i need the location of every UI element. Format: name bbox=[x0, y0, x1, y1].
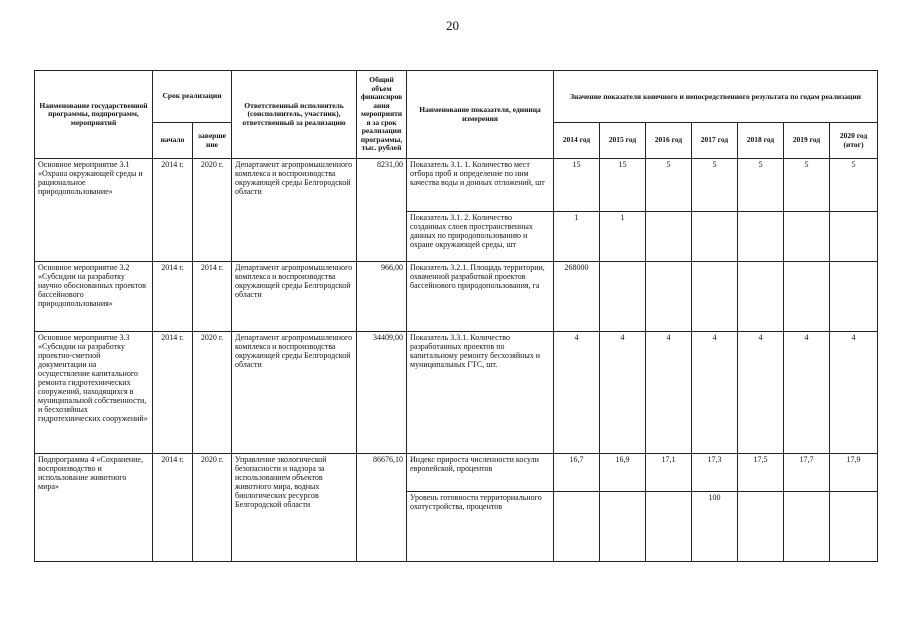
indicator-value: 5 bbox=[830, 159, 878, 212]
table-row bbox=[35, 262, 878, 332]
header-indicator: Наименование показателя, единица измерения bbox=[407, 71, 554, 159]
executor: Департамент агропромышленного комплекса и воспроизводства окружающей среды Белгородской области bbox=[232, 332, 357, 454]
indicator-value: 1 bbox=[554, 212, 600, 262]
indicators-table bbox=[34, 70, 878, 562]
indicator-name: Уровень готовности территориального охотустройства, процентов bbox=[407, 492, 554, 562]
indicator-value bbox=[646, 262, 692, 332]
indicator-value: 4 bbox=[600, 332, 646, 454]
funding-amount: 966,00 bbox=[357, 262, 407, 332]
indicator-value: 16,9 bbox=[600, 454, 646, 492]
indicator-value bbox=[784, 212, 830, 262]
indicator-value: 5 bbox=[784, 159, 830, 212]
indicator-name: Индекс прироста численности косули европейской, процентов bbox=[407, 454, 554, 492]
header-year: 2016 год bbox=[646, 123, 692, 159]
indicator-value bbox=[738, 262, 784, 332]
header-period: Срок реализации bbox=[153, 71, 232, 123]
header-year: 2017 год bbox=[692, 123, 738, 159]
header-year: 2019 год bbox=[784, 123, 830, 159]
indicator-value bbox=[646, 212, 692, 262]
indicator-value bbox=[646, 492, 692, 562]
funding-amount: 8231,00 bbox=[357, 159, 407, 262]
executor: Управление экологической безопасности и надзора за использованием объектов животного мира, водных биологических ресурсов Белгородской области bbox=[232, 454, 357, 562]
header-year: 2018 год bbox=[738, 123, 784, 159]
executor: Департамент агропромышленного комплекса и воспроизводства окружающей среды Белгородской области bbox=[232, 262, 357, 332]
indicator-value bbox=[600, 492, 646, 562]
indicator-value bbox=[738, 212, 784, 262]
header-end: заверше ние bbox=[193, 123, 232, 159]
indicator-value: 5 bbox=[692, 159, 738, 212]
indicator-value bbox=[692, 262, 738, 332]
indicator-value: 5 bbox=[646, 159, 692, 212]
header-year: 2020 год (итог) bbox=[830, 123, 878, 159]
indicator-name: Показатель 3.3.1. Количество разработанных проектов по капитальному ремонту бесхозяйных и муниципальных ГТС, шт. bbox=[407, 332, 554, 454]
end-year: 2020 г. bbox=[193, 332, 232, 454]
indicator-value: 4 bbox=[784, 332, 830, 454]
indicator-value: 15 bbox=[554, 159, 600, 212]
indicator-value bbox=[738, 492, 784, 562]
indicator-value: 17,5 bbox=[738, 454, 784, 492]
start-year: 2014 г. bbox=[153, 262, 193, 332]
indicator-value bbox=[830, 492, 878, 562]
page-number: 20 bbox=[446, 18, 459, 33]
end-year: 2020 г. bbox=[193, 159, 232, 262]
measure-name: Основное мероприятие 3.2 «Субсидии на разработку научно обоснованных проектов бассейнового природопользования» bbox=[35, 262, 153, 332]
measure-name: Основное мероприятие 3.1 «Охрана окружающей среды и рациональное природопользование» bbox=[35, 159, 153, 262]
header-year: 2015 год bbox=[600, 123, 646, 159]
header-values: Значение показателя конечного и непосредственного результата по годам реализации bbox=[554, 71, 878, 123]
start-year: 2014 г. bbox=[153, 159, 193, 262]
indicator-value bbox=[554, 492, 600, 562]
header-name: Наименование государственной программы, подпрограмм, мероприятий bbox=[35, 71, 153, 159]
indicator-value bbox=[830, 262, 878, 332]
indicator-value: 17,7 bbox=[784, 454, 830, 492]
indicator-value: 4 bbox=[646, 332, 692, 454]
indicator-value: 5 bbox=[738, 159, 784, 212]
indicator-value bbox=[830, 212, 878, 262]
indicator-value bbox=[784, 492, 830, 562]
indicator-value: 17,3 bbox=[692, 454, 738, 492]
start-year: 2014 г. bbox=[153, 454, 193, 562]
funding-amount: 34409,00 bbox=[357, 332, 407, 454]
indicator-value: 16,7 bbox=[554, 454, 600, 492]
indicator-value: 1 bbox=[600, 212, 646, 262]
subprogram-name: Подпрограмма 4 «Сохранение, воспроизводство и использование животного мира» bbox=[35, 454, 153, 562]
header-start: начало bbox=[153, 123, 193, 159]
indicator-value: 4 bbox=[830, 332, 878, 454]
header-year: 2014 год bbox=[554, 123, 600, 159]
indicator-value: 17,9 bbox=[830, 454, 878, 492]
table-row bbox=[35, 454, 878, 492]
indicator-value bbox=[600, 262, 646, 332]
indicator-name: Показатель 3.1. 2. Количество созданных слоев пространственных данных по природопользованию и охране окружающей среды, шт bbox=[407, 212, 554, 262]
indicator-value bbox=[784, 262, 830, 332]
indicator-value: 4 bbox=[738, 332, 784, 454]
indicator-name: Показатель 3.2.1. Площадь территории, охваченной разработкой проектов бассейнового природопользования, га bbox=[407, 262, 554, 332]
table-row bbox=[35, 332, 878, 454]
executor: Департамент агропромышленного комплекса и воспроизводства окружающей среды Белгородской области bbox=[232, 159, 357, 262]
indicator-name: Показатель 3.1. 1. Количество мест отбора проб и определение по ним качества воды и донных отложений, шт bbox=[407, 159, 554, 212]
start-year: 2014 г. bbox=[153, 332, 193, 454]
indicator-value: 17,1 bbox=[646, 454, 692, 492]
indicator-value: 268000 bbox=[554, 262, 600, 332]
indicator-value: 4 bbox=[554, 332, 600, 454]
end-year: 2020 г. bbox=[193, 454, 232, 562]
indicator-value: 100 bbox=[692, 492, 738, 562]
funding-amount: 86676,10 bbox=[357, 454, 407, 562]
end-year: 2014 г. bbox=[193, 262, 232, 332]
indicator-value: 15 bbox=[600, 159, 646, 212]
indicator-value: 4 bbox=[692, 332, 738, 454]
measure-name: Основное мероприятие 3.3 «Субсидии на разработку проектно-сметной документации на осуществление капитального ремонта гидротехнических сооружений, находящихся в муниципальной собственности, и бесхозяйных гидротехнических сооружений» bbox=[35, 332, 153, 454]
header-funding: Общий объем финансиров ания мероприяти я за срок реализации программы, тыс. рублей bbox=[357, 71, 407, 159]
indicator-value bbox=[692, 212, 738, 262]
header-executor: Ответственный исполнитель (соисполнитель, участник), ответственный за реализацию bbox=[232, 71, 357, 159]
table-row bbox=[35, 159, 878, 212]
